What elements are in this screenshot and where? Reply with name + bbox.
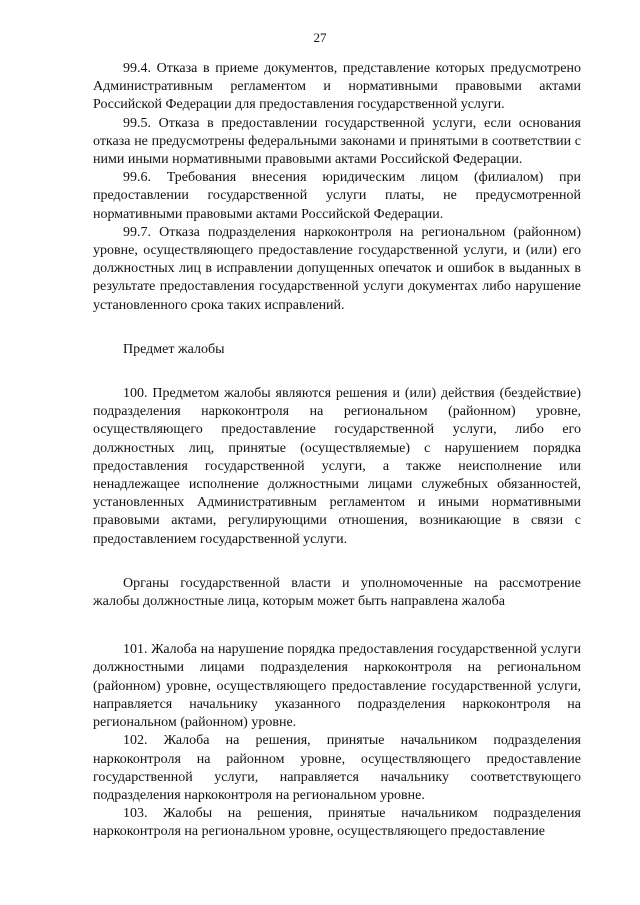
- paragraph-99-6: 99.6. Требования внесения юридическим лицом (филиалом) при предоставлении государственной услуги платы, не предусмотренной нормативными правовыми актами Российской Федерации.: [93, 170, 581, 222]
- paragraph-99-7: 99.7. Отказа подразделения наркоконтроля на региональном (районном) уровне, осуществляющего предоставление государственной услуги, и (или) его должностных лиц в исправлении допущенных опечаток и ошибок в выданных в результате предоставления государственной услуги документах либо нарушение установленного срока таких исправлений.: [93, 224, 581, 313]
- section-heading-authorities: Органы государственной власти и уполномоченные на рассмотрение жалобы должностные лица, которым может быть направлена жалоба: [93, 575, 581, 610]
- paragraph-102: 102. Жалоба на решения, принятые начальником подразделения наркоконтроля на районном уровне, осуществляющего предоставление государственной услуги, направляется начальнику соответствующего подразделения наркоконтроля на региональном уровне.: [93, 733, 581, 803]
- paragraph-101: 101. Жалоба на нарушение порядка предоставления государственной услуги должностными лицами подразделения наркоконтроля на региональном (районном) уровне, осуществляющего предоставление государственной услуги, направляется начальнику указанного подразделения наркоконтроля на региональном (районном) уровне.: [93, 642, 581, 731]
- paragraph-99-4: 99.4. Отказа в приеме документов, представление которых предусмотрено Административным регламентом и нормативными правовыми актами Российской Федерации для предоставления государственной услуги.: [93, 61, 581, 113]
- document-body: [93, 60, 581, 842]
- section-heading-subject: Предмет жалобы: [123, 341, 225, 357]
- paragraph-100: 100. Предметом жалобы являются решения и (или) действия (бездействие) подразделения наркоконтроля на региональном (районном) уровне, осуществляющего предоставление государственной услуги, либо его должностных лиц, принятые (осуществляемые) с нарушением порядка предоставления государственной услуги, а также неисполнение или ненадлежащее исполнение должностными лицами служебных обязанностей, установленных Административным регламентом и иными нормативными правовыми актами, регулирующими отношения, возникающие в связи с предоставлением государственной услуги.: [93, 386, 581, 547]
- page-number: 27: [313, 30, 327, 45]
- paragraph-99-5: 99.5. Отказа в предоставлении государственной услуги, если основания отказа не предусмотрены федеральными законами и принятыми в соответствии с ними иными нормативными правовыми актами Российской Федерации.: [93, 115, 581, 168]
- paragraph-103: 103. Жалобы на решения, принятые начальником подразделения наркоконтроля на региональном уровне, осуществляющего предоставление: [93, 806, 581, 840]
